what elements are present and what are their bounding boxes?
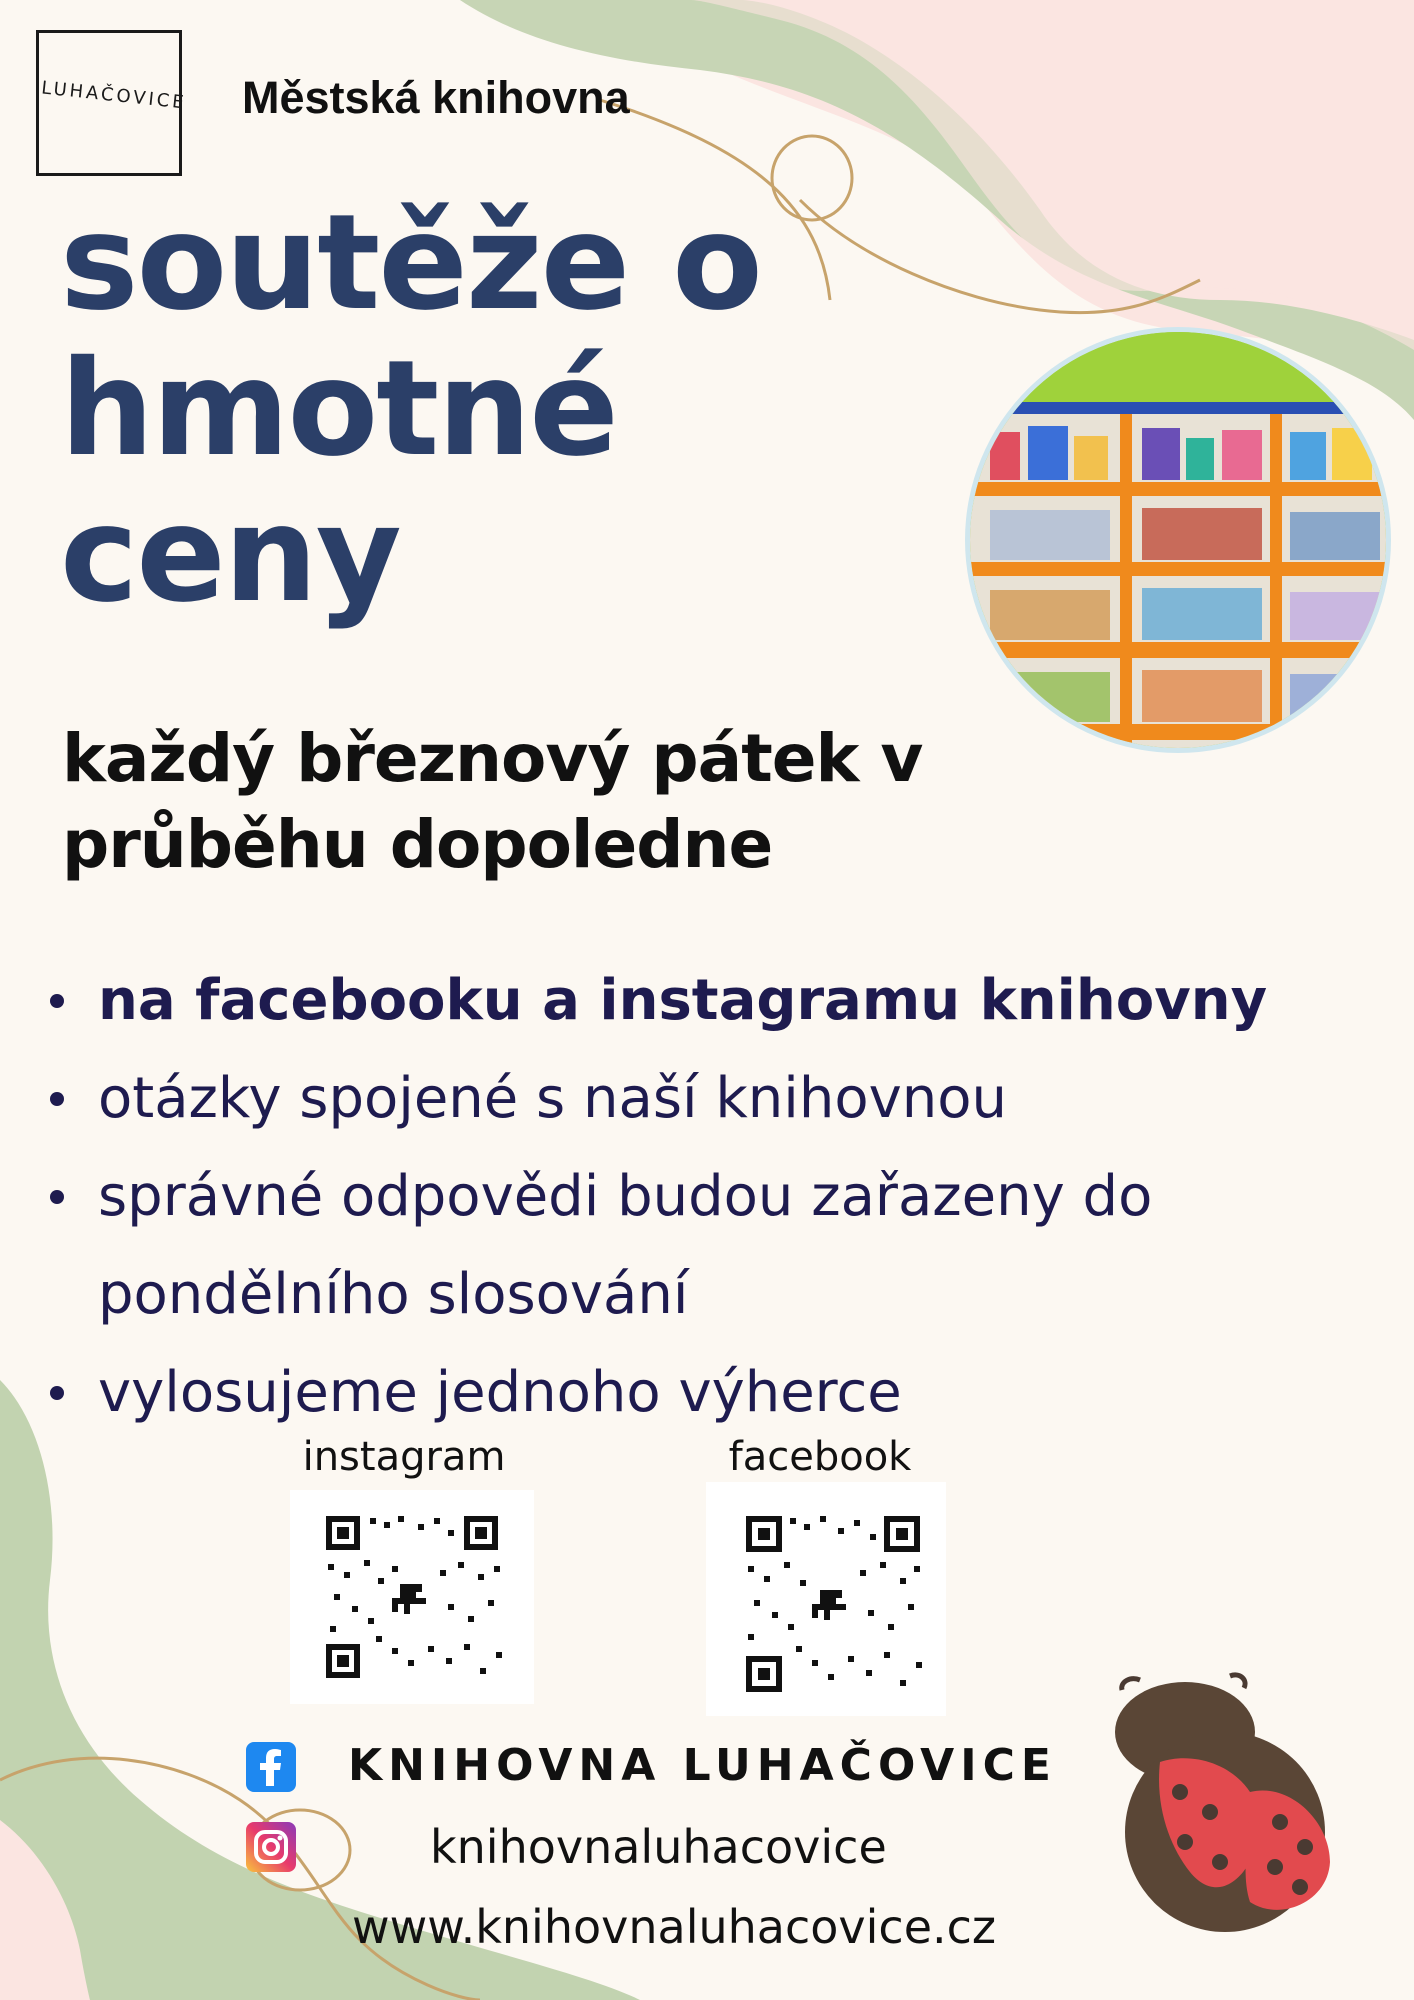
instagram-qr-label: instagram — [302, 1434, 506, 1480]
instagram-qr-code[interactable] — [290, 1490, 534, 1704]
list-item: správné odpovědi budou zařazeny do — [40, 1148, 1340, 1246]
subheadline-line-1: každý březnový pátek v — [62, 720, 923, 797]
facebook-icon[interactable] — [246, 1742, 296, 1792]
headline-line-2: hmotné — [60, 332, 617, 486]
list-item: otázky spojené s naší knihovnou — [40, 1050, 1340, 1148]
org-name: Městská knihovna — [242, 72, 630, 123]
qr-pattern-icon — [308, 1508, 516, 1686]
rules-list — [40, 952, 1340, 1442]
library-photo — [970, 332, 1386, 748]
website-link[interactable]: www.knihovnaluhacovice.cz — [352, 1900, 997, 1954]
facebook-qr-label: facebook — [728, 1434, 912, 1480]
headline-line-3: ceny — [60, 478, 400, 632]
qr-pattern-icon — [724, 1500, 928, 1698]
subheadline-line-2: průběhu dopoledne — [62, 806, 773, 883]
ladybug-icon — [1100, 1672, 1340, 1932]
headline-line-1: soutěže o — [60, 186, 761, 340]
list-item-continuation: pondělního slosování — [98, 1262, 689, 1327]
logo-text: LUHAČOVICE — [40, 77, 188, 114]
instagram-handle[interactable]: knihovnaluhacovice — [430, 1820, 887, 1874]
facebook-name[interactable]: KNIHOVNA LUHAČOVICE — [348, 1740, 1057, 1791]
list-item: na facebooku a instagramu knihovny — [40, 952, 1340, 1050]
subheadline — [62, 716, 962, 888]
list-item: vylosujeme jednoho výherce — [40, 1344, 1340, 1442]
facebook-qr-code[interactable] — [706, 1482, 946, 1716]
headline — [60, 186, 820, 632]
logo — [36, 30, 188, 176]
instagram-icon[interactable] — [246, 1822, 296, 1872]
